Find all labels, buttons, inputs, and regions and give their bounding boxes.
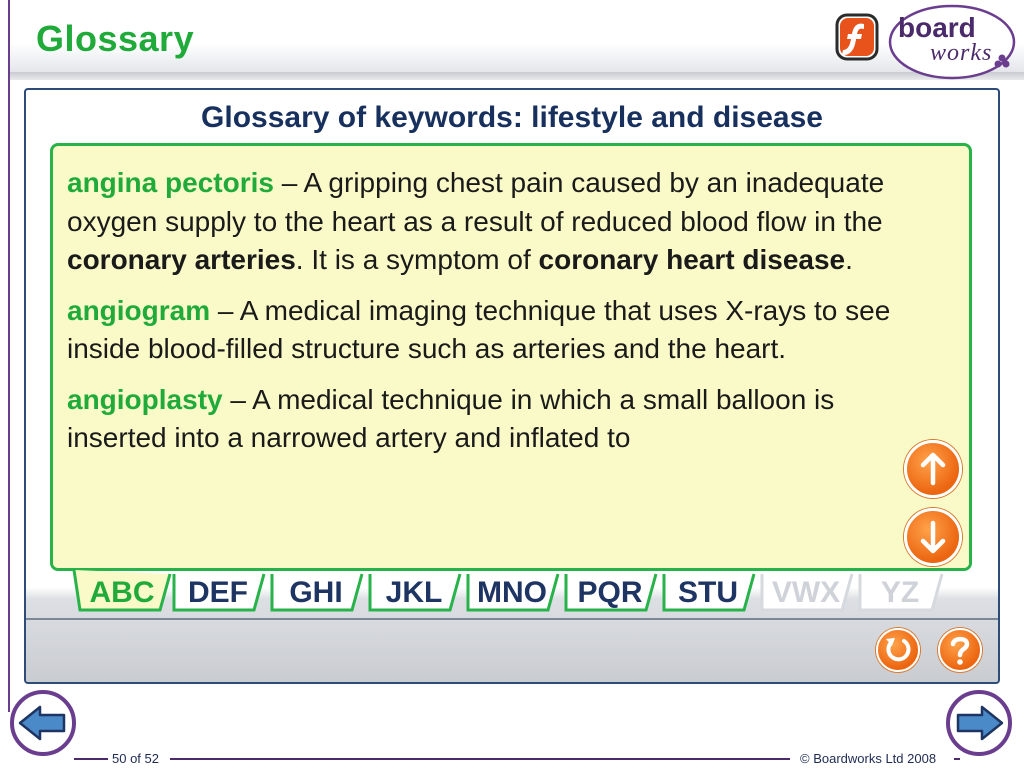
scroll-down-button[interactable]	[904, 508, 962, 566]
tab-jkl[interactable]	[366, 570, 462, 616]
tab-label: MNO	[477, 576, 547, 609]
tab-label: JKL	[385, 576, 443, 609]
tab-label: STU	[678, 576, 738, 609]
tab-ghi[interactable]	[268, 570, 364, 616]
tab-stu[interactable]	[660, 570, 756, 616]
question-mark-icon	[940, 630, 980, 670]
entry-keyword: coronary heart disease	[538, 244, 846, 275]
tab-label: VWX	[771, 576, 841, 609]
next-slide-arrow-icon[interactable]	[944, 688, 1014, 758]
tab-abc[interactable]	[72, 570, 172, 616]
entry-text: – A medical imaging technique that uses X-rays to see inside blood-filled structure such as arteries and the heart.	[67, 294, 891, 364]
arrow-down-icon	[907, 511, 959, 563]
entry-text: . It is a symptom of	[295, 244, 539, 275]
glossary-entry	[67, 381, 893, 458]
panel-divider	[26, 618, 998, 620]
tab-vwx	[758, 570, 854, 616]
alphabet-tabs	[72, 570, 952, 616]
glossary-entry	[67, 292, 893, 369]
entry-text: .	[845, 244, 853, 275]
tab-def[interactable]	[170, 570, 266, 616]
tab-label: YZ	[880, 576, 920, 609]
title-bar-shadow	[10, 72, 1024, 80]
entry-term: angina pectoris	[67, 167, 274, 198]
entry-text: – A medical technique in which a small balloon is inserted into a narrowed artery and inflated to	[67, 383, 835, 453]
arrow-up-icon	[907, 443, 959, 495]
entry-keyword: coronary arteries	[67, 244, 296, 275]
tab-label: DEF	[188, 576, 248, 609]
entry-text: – A gripping chest pain caused by an inadequate oxygen supply to the heart as a result of reduced blood flow in the	[67, 167, 885, 237]
tab-yz	[856, 570, 944, 616]
tab-mno[interactable]	[464, 570, 560, 616]
tab-label: ABC	[89, 576, 155, 609]
flash-icon	[834, 12, 880, 62]
logo-text-board: board	[898, 12, 976, 43]
entry-term: angiogram	[67, 294, 211, 326]
tab-pqr[interactable]	[562, 570, 658, 616]
replay-icon	[878, 630, 918, 670]
scroll-fade	[53, 462, 969, 571]
glossary-entry	[67, 164, 893, 280]
page-number: 50 of 52	[112, 751, 159, 766]
logo-text-works: works	[930, 40, 993, 66]
help-button[interactable]	[938, 628, 982, 672]
previous-slide-arrow-icon[interactable]	[8, 688, 78, 758]
copyright: © Boardworks Ltd 2008	[800, 751, 937, 766]
tab-label: PQR	[577, 576, 643, 609]
entry-term: angioplasty	[67, 383, 223, 415]
tab-label: GHI	[289, 576, 343, 609]
glossary-box	[50, 143, 972, 571]
footer-line-left	[74, 758, 108, 760]
glossary-entries	[67, 164, 893, 470]
scroll-up-button[interactable]	[904, 440, 962, 498]
replay-button[interactable]	[876, 628, 920, 672]
footer-line-right	[954, 758, 960, 760]
glossary-heading: Glossary of keywords: lifestyle and disease	[201, 101, 823, 134]
footer-line-center	[170, 758, 790, 760]
page-title: Glossary	[36, 18, 195, 59]
